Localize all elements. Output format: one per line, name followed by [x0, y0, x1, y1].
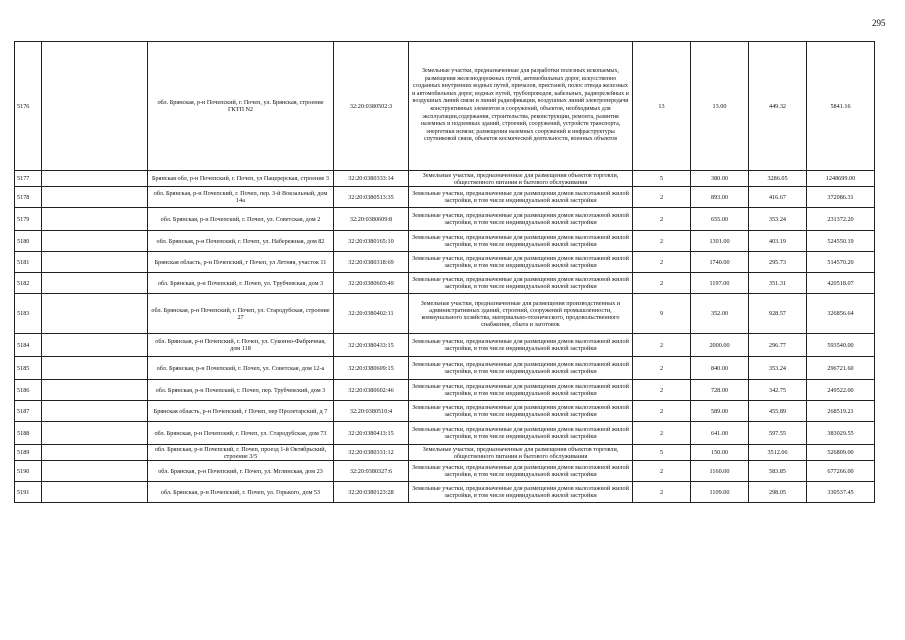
- row-cadastral-value: 372086.31: [807, 187, 875, 208]
- row-rate: 583.85: [749, 461, 807, 482]
- row-cadastral-number: 32:20:0380402:11: [334, 294, 409, 334]
- row-cadastral-value: 383029.55: [807, 422, 875, 445]
- row-area: 1160.00: [691, 461, 749, 482]
- row-land-use: Земельные участки, предназначенные для размещения домов малоэтажной жилой застройки, в том числе индивидуальной жилой застройки: [409, 208, 633, 231]
- row-address: обл. Брянская, р-н Почепский, г. Почеп, пер. Трубчевский, дом 3: [148, 380, 334, 401]
- row-rate: 928.57: [749, 294, 807, 334]
- row-number: 5180: [15, 231, 42, 252]
- row-address: обл. Брянская, р-н Почепский, г. Почеп, ул. Набережная, дом 82: [148, 231, 334, 252]
- row-land-use: Земельные участки, предназначенные для размещения домов малоэтажной жилой застройки, в том числе индивидуальной жилой застройки: [409, 357, 633, 380]
- row-cadastral-value: 249522.00: [807, 380, 875, 401]
- row-land-use: Земельные участки, предназначенные для размещения домов малоэтажной жилой застройки, в том числе индивидуальной жилой застройки: [409, 461, 633, 482]
- row-number: 5178: [15, 187, 42, 208]
- row-group: 13: [633, 42, 691, 171]
- row-rate: 3286.05: [749, 171, 807, 187]
- row-address: обл. Брянская, р-н Почепский, г. Почеп, ул. Мглинская, дом 23: [148, 461, 334, 482]
- row-land-use: Земельные участки, предназначенные для размещения домов малоэтажной жилой застройки, в том числе индивидуальной жилой застройки: [409, 422, 633, 445]
- table-row: [15, 294, 875, 334]
- row-cadastral-value: 677266.00: [807, 461, 875, 482]
- row-address: обл. Брянская, р-н Почепский, г. Почеп, ул. Брянская, строение ГКТП N2: [148, 42, 334, 171]
- row-area: 1301.00: [691, 231, 749, 252]
- row-cadastral-number: 32:20:0380510:4: [334, 401, 409, 422]
- row-cadastral-number: 32:20:0380318:69: [334, 252, 409, 273]
- row-group: 2: [633, 482, 691, 503]
- row-cadastral-value: 514570.20: [807, 252, 875, 273]
- row-cadastral-number: 32:20:0380333:14: [334, 171, 409, 187]
- row-group: 2: [633, 334, 691, 357]
- row-rate: 342.75: [749, 380, 807, 401]
- row-area: 1197.00: [691, 273, 749, 294]
- row-land-use: Земельные участки, предназначенные для размещения домов малоэтажной жилой застройки, в том числе индивидуальной жилой застройки: [409, 401, 633, 422]
- row-cadastral-number: 32:20:0380433:15: [334, 334, 409, 357]
- land-register-table: [14, 41, 875, 503]
- row-area: 893.00: [691, 187, 749, 208]
- row-area: 13.00: [691, 42, 749, 171]
- row-address: обл. Брянская, р-н Почепский, г. Почеп, пер. 3-й Вокзальный, дом 14а: [148, 187, 334, 208]
- row-group: 2: [633, 273, 691, 294]
- row-area: 728.00: [691, 380, 749, 401]
- row-address: Брянская обл, р-н Почепский, г. Почеп, ул Пацерерская, строение 3: [148, 171, 334, 187]
- row-cadastral-value: 330537.45: [807, 482, 875, 503]
- row-address: обл. Брянская, р-н Почепский, г. Почеп, ул. Стародубская, строение 27: [148, 294, 334, 334]
- row-cadastral-value: 420518.07: [807, 273, 875, 294]
- row-number: 5177: [15, 171, 42, 187]
- row-cadastral-number: 32:20:0380413:15: [334, 422, 409, 445]
- row-empty-cell: [42, 445, 148, 461]
- row-number: 5181: [15, 252, 42, 273]
- row-land-use: Земельные участки, предназначенные для размещения домов малоэтажной жилой застройки, в том числе индивидуальной жилой застройки: [409, 187, 633, 208]
- row-empty-cell: [42, 334, 148, 357]
- row-number: 5183: [15, 294, 42, 334]
- row-empty-cell: [42, 208, 148, 231]
- row-empty-cell: [42, 380, 148, 401]
- table-row: [15, 445, 875, 461]
- row-number: 5185: [15, 357, 42, 380]
- row-empty-cell: [42, 231, 148, 252]
- row-land-use: Земельные участки, предназначенные для размещения домов малоэтажной жилой застройки, в том числе индивидуальной жилой застройки: [409, 380, 633, 401]
- row-cadastral-number: 32:20:0380327:6: [334, 461, 409, 482]
- row-land-use: Земельные участки, предназначенные для размещения домов малоэтажной жилой застройки, в том числе индивидуальной жилой застройки: [409, 273, 633, 294]
- row-address: обл. Брянская, р-н Почепский, г. Почеп, ул. Трубчевская, дом 3: [148, 273, 334, 294]
- row-cadastral-value: 231372.20: [807, 208, 875, 231]
- row-area: 589.00: [691, 401, 749, 422]
- row-cadastral-value: 5841.16: [807, 42, 875, 171]
- table-row: [15, 461, 875, 482]
- row-rate: 597.55: [749, 422, 807, 445]
- row-number: 5187: [15, 401, 42, 422]
- row-area: 352.00: [691, 294, 749, 334]
- table-row: [15, 482, 875, 503]
- row-group: 2: [633, 461, 691, 482]
- table-row: [15, 42, 875, 171]
- row-cadastral-number: 32:20:0380609:15: [334, 357, 409, 380]
- row-cadastral-value: 524550.19: [807, 231, 875, 252]
- row-rate: 455.89: [749, 401, 807, 422]
- row-number: 5186: [15, 380, 42, 401]
- row-land-use: Земельные участки, предназначенные для размещения домов малоэтажной жилой застройки, в том числе индивидуальной жилой застройки: [409, 334, 633, 357]
- row-number: 5189: [15, 445, 42, 461]
- row-cadastral-number: 32:20:0380331:12: [334, 445, 409, 461]
- row-group: 5: [633, 171, 691, 187]
- row-cadastral-value: 526809.00: [807, 445, 875, 461]
- row-land-use: Земельные участки, предназначенные для размещения производственных и административных зданий, строений, сооружений промышленности, коммунального хозяйства, материально-технического, продовольственного снабжения, сбыта и заготовок: [409, 294, 633, 334]
- row-area: 840.00: [691, 357, 749, 380]
- row-group: 2: [633, 252, 691, 273]
- row-group: 2: [633, 208, 691, 231]
- table-row: [15, 273, 875, 294]
- row-empty-cell: [42, 401, 148, 422]
- row-empty-cell: [42, 273, 148, 294]
- row-group: 2: [633, 357, 691, 380]
- row-land-use: Земельные участки, предназначенные для размещения домов малоэтажной жилой застройки, в том числе индивидуальной жилой застройки: [409, 231, 633, 252]
- row-area: 1740.00: [691, 252, 749, 273]
- row-rate: 353.24: [749, 357, 807, 380]
- table-row: [15, 422, 875, 445]
- row-cadastral-value: 1248699.00: [807, 171, 875, 187]
- row-empty-cell: [42, 422, 148, 445]
- row-land-use: Земельные участки, предназначенные для разработки полезных ископаемых, размещения железнодорожных путей, автомобильных дорог, искусственно созданных внутренних водных путей, причалов, пристаней, полос отвода железных и автомобильных дорог, водных путей, трубопроводов, кабельных, радиорелейных и воздушных линий связи и линий радиофикации, воздушных линий электропередачи конструктивных элементов и сооружений, объектов, необходимых для эксплуатации,содержания, строительства, реконструкции, ремонта, развития наземных и подземных зданий, строений, сооружений, устройств транспорта, энергетики иcвязи; размещения наземных сооружений и инфраструктуры спутниковой связи, объектов космической деятельности, военных объектов: [409, 42, 633, 171]
- row-land-use: Земельные участки, предназначенные для размещения домов малоэтажной жилой застройки, в том числе индивидуальной жилой застройки: [409, 482, 633, 503]
- row-rate: 416.67: [749, 187, 807, 208]
- row-rate: 449.32: [749, 42, 807, 171]
- row-empty-cell: [42, 461, 148, 482]
- page-number: 295: [872, 18, 886, 28]
- table-row: [15, 171, 875, 187]
- row-empty-cell: [42, 482, 148, 503]
- row-area: 1109.00: [691, 482, 749, 503]
- row-cadastral-number: 32:20:0380603:49: [334, 273, 409, 294]
- row-land-use: Земельные участки, предназначенные для размещения объектов торговли, общественного питания и бытового обслуживания: [409, 171, 633, 187]
- row-area: 2000.00: [691, 334, 749, 357]
- row-empty-cell: [42, 357, 148, 380]
- row-cadastral-value: 326856.64: [807, 294, 875, 334]
- row-area: 380.00: [691, 171, 749, 187]
- table-row: [15, 357, 875, 380]
- row-cadastral-number: 32:20:0380123:28: [334, 482, 409, 503]
- row-rate: 353.24: [749, 208, 807, 231]
- row-area: 150.00: [691, 445, 749, 461]
- table-row: [15, 380, 875, 401]
- row-cadastral-number: 32:20:0380502:3: [334, 42, 409, 171]
- table-row: [15, 252, 875, 273]
- row-address: обл. Брянская, р-н Почепский, г. Почеп, ул. Советская, дом 12-а: [148, 357, 334, 380]
- row-number: 5188: [15, 422, 42, 445]
- row-address: обл. Брянская, р-н Почепский, г. Почеп, ул. Суконно-Фабричная, дом 118: [148, 334, 334, 357]
- row-number: 5179: [15, 208, 42, 231]
- row-number: 5182: [15, 273, 42, 294]
- row-number: 5184: [15, 334, 42, 357]
- row-rate: 295.73: [749, 252, 807, 273]
- row-address: обл. Брянская, р-н Почепский, г. Почеп, ул. Горького, дом 53: [148, 482, 334, 503]
- row-area: 641.00: [691, 422, 749, 445]
- row-cadastral-number: 32:20:0380513:35: [334, 187, 409, 208]
- row-number: 5176: [15, 42, 42, 171]
- row-group: 2: [633, 231, 691, 252]
- row-address: обл. Брянская, р-н Почепский, г. Почеп, проезд 1-й Октябрьский, строение 3/5: [148, 445, 334, 461]
- row-rate: 296.77: [749, 334, 807, 357]
- table-row: [15, 401, 875, 422]
- row-number: 5190: [15, 461, 42, 482]
- row-rate: 298.05: [749, 482, 807, 503]
- row-empty-cell: [42, 187, 148, 208]
- row-land-use: Земельные участки, предназначенные для размещения объектов торговли, общественного питания и бытового обслуживания: [409, 445, 633, 461]
- row-land-use: Земельные участки, предназначенные для размещения домов малоэтажной жилой застройки, в том числе индивидуальной жилой застройки: [409, 252, 633, 273]
- row-empty-cell: [42, 171, 148, 187]
- row-cadastral-value: 593540.00: [807, 334, 875, 357]
- row-number: 5191: [15, 482, 42, 503]
- row-rate: 3512.06: [749, 445, 807, 461]
- row-cadastral-value: 268519.21: [807, 401, 875, 422]
- row-group: 2: [633, 422, 691, 445]
- row-group: 2: [633, 187, 691, 208]
- row-rate: 351.31: [749, 273, 807, 294]
- table-row: [15, 208, 875, 231]
- row-cadastral-value: 296721.60: [807, 357, 875, 380]
- row-address: Брянская область, р-н Почепский, г Почеп, пер Пролетарский, д 7: [148, 401, 334, 422]
- row-empty-cell: [42, 294, 148, 334]
- row-group: 5: [633, 445, 691, 461]
- row-cadastral-number: 32:20:0380602:46: [334, 380, 409, 401]
- table-row: [15, 187, 875, 208]
- row-address: обл. Брянская, р-н Почепский, г. Почеп, ул. Советская, дом 2: [148, 208, 334, 231]
- row-empty-cell: [42, 42, 148, 171]
- row-empty-cell: [42, 252, 148, 273]
- row-group: 9: [633, 294, 691, 334]
- row-group: 2: [633, 401, 691, 422]
- table-row: [15, 334, 875, 357]
- row-cadastral-number: 32:20:0380609:8: [334, 208, 409, 231]
- row-address: обл. Брянская, р-н Почепский, г. Почеп, ул. Стародубская, дом 73: [148, 422, 334, 445]
- row-area: 655.00: [691, 208, 749, 231]
- row-address: Брянская область, р-н Почепский, г Почеп, ул Летняя, участок 11: [148, 252, 334, 273]
- row-group: 2: [633, 380, 691, 401]
- row-rate: 403.19: [749, 231, 807, 252]
- row-cadastral-number: 32:20:0380165:10: [334, 231, 409, 252]
- table-row: [15, 231, 875, 252]
